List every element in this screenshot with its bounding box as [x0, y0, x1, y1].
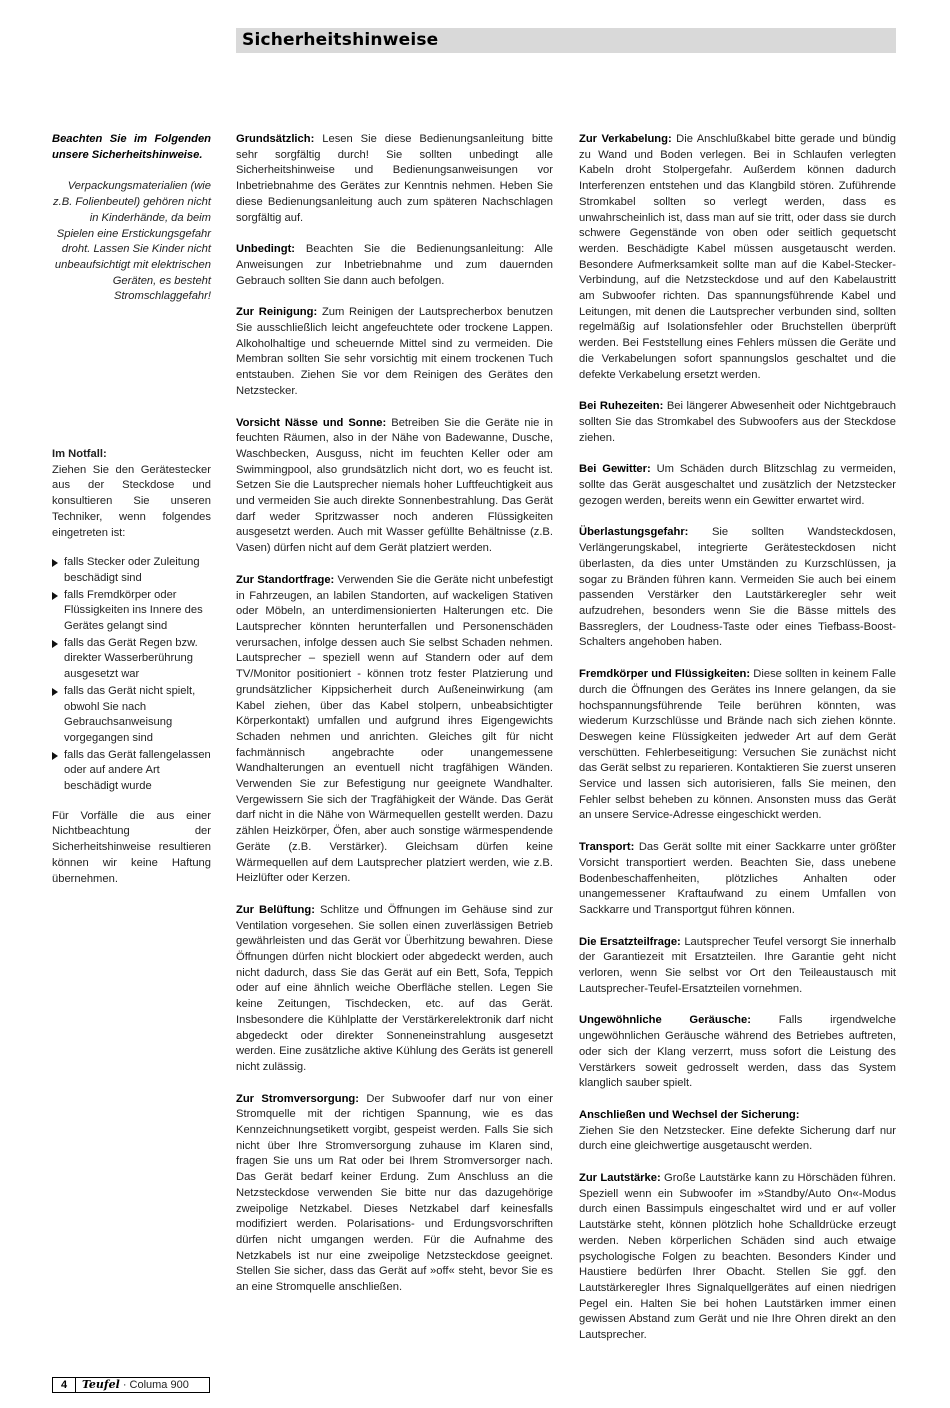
- paragraph: Vorsicht Nässe und Sonne: Betreiben Sie die Geräte nie in feuchten Räumen, also in der Nähe von Badewanne, Dusche, Waschbecken, Ausguss, nicht im feuchten Keller oder am Swimmingpool, also grundsätzlich nicht dort, wo es feucht ist. Setzen Sie die Lautsprecher niemals hoher Luftfeuchtigkeit aus und vermeiden Sie auch direkte Sonnenbestrahlung. Das Gerät darf weder Spritzwasser noch anderen Flüssigkeiten ausgesetzt werden. Auch mit Wasser gefüllte Behältnisse (z.B. Vasen) dürfen nicht auf dem Gerät platziert werden.: [236, 416, 553, 555]
- paragraph: Zur Reinigung: Zum Reinigen der Lautsprecherbox benutzen Sie ausschließlich leicht angefeuchtete oder trockene Lappen. Alkoholhaltige und scheuernde Mittel sind zu vermeiden. Die Membran sollten Sie sehr vorsichtig mit einem trockenen Tuch entstauben. Ziehen Sie vor dem Reinigen des Gerätes den Netzstecker.: [236, 306, 553, 397]
- footer-separator: ·: [122, 1379, 127, 1391]
- emergency-text: Ziehen Sie den Gerätestecker aus der Steckdose und konsultieren Sie unseren Techniker, wenn folgendes eingetreten ist:: [52, 463, 211, 539]
- paragraph: Grundsätzlich: Lesen Sie diese Bedienungsanleitung bitte sehr sorgfältig durch! Sie sollten unbedingt alle Sicherheitshinweise und Bedienungsanweisungen vor Inbetriebnahme des Gerätes zur Kenntnis nehmen. Heben Sie diese Bedienungsanleitung auch zum späteren Nachschlagen sorgfältig auf.: [236, 133, 554, 224]
- disclaimer: Für Vorfälle die aus einer Nichtbeachtung der Sicherheitshinweise resultieren können wir keine Haftung übernehmen.: [52, 809, 211, 885]
- list-item: falls das Gerät fallengelassen oder auf andere Art beschädigt wurde: [52, 748, 211, 795]
- content-column-right: [579, 132, 896, 1360]
- list-item: falls das Gerät nicht spielt, obwohl Sie nach Gebrauchsanweisung vorgegangen sind: [52, 684, 211, 747]
- content-column-middle: [236, 132, 553, 1312]
- page-title: Sicherheitshinweise: [242, 30, 439, 50]
- bullet-arrow-icon: [52, 559, 58, 567]
- paragraph: Fremdkörper und Flüssigkeiten: Diese sollten in keinem Falle durch die Öffnungen des Gerätes ins Innere gelangen, da sie hochspannungsführende Teile berühren könnten, was wiederum Kurzschlüsse und Brände nach sich ziehen könnte. Deswegen keine Flüssigkeiten jedweder Art auf dem Gerät verschütten. Fehlerbeseitigung: Versuchen Sie zunächst nicht das Gerät selbst zu reparieren. Kontaktieren Sie zuerst unseren Service und lassen sich autorisieren, falls Sie meinen, den Fehler selbst beheben zu können. Ansonsten muss das Gerät an unsere Service-Adresse eingeschickt werden.: [579, 668, 896, 822]
- paragraph: Zur Lautstärke: Große Lautstärke kann zu Hörschäden führen. Speziell wenn ein Subwoofer im »Standby/Auto On«-Modus durch einen Bassimpuls eingeschaltet wird und er auf voller Lautstärke steht, können plötzlich hohe Schalldrücke erzeugt werden. Neben körperlichen Schäden sind auch etwaige psychologische Folgen zu beachten. Besonders Kinder und Haustiere bedürfen Ihrer Obacht. Stellen Sie ggf. den Lautstärkeregler Ihres Signalquellgerätes auf einen niedrigen Pegel ein. Halten Sie bei hohen Lautstärken immer einen gewissen Abstand zum Gerät und nie Ihre Ohren direkt an den Lautsprecher.: [579, 1172, 897, 1342]
- list-item: falls Fremdkörper oder Flüssigkeiten ins Innere des Gerätes gelangt sind: [52, 588, 211, 635]
- emergency-section: Im Notfall: Ziehen Sie den Gerätestecker aus der Steckdose und konsultieren Sie unseren Techniker, wenn folgendes eingetreten ist: falls Stecker oder Zuleitung beschädigt sind falls Fremdkörper oder Flüssigkeiten ins Innere des Gerätes gelangt sind falls das Gerät Regen bzw. direkter Wasserberührung ausgesetzt war falls das Gerät nicht spielt, obwohl Sie nach Gebrauchsanweisung vorgegangen sind falls das Gerät fallengelassen oder auf andere Art beschädigt wurde Für Vorfälle die aus einer Nichtbeachtung der Sicherheitshinweise resultieren können wir keine Haftung übernehmen.: [52, 447, 211, 901]
- paragraph: Zur Standortfrage: Verwenden Sie die Geräte nicht unbefestigt in Fahrzeugen, an labilen Standorten, auf wackeligen Stativen oder Möbeln, an unterdimensionierten Halterungen etc. Die Lautsprecher könnten herunterfallen und Personenschäden verursachen, infolge dessen auch Sie selbst Schaden nehmen. Lautsprecher – speziell wenn auf Standern oder auf dem TV/Monitor positioniert - können trotz fester Platzierung und grundsätzlicher Kippsicherheit durch Außeneinwirkung (am Kabel ziehen, über das Kabel stolpern, unbeabsichtigter Körperkontakt) umfallen und aufgrund ihres Eigengewichts Schaden nehmen und anrichten. Gleiches gilt für nicht fachmännisch angebrachte oder unangemessene Wandhalterungen an eventuell nicht tragfähigen Wänden. Verwenden Sie zur Befestigung nur geeignete Wandhalter. Vergewissern Sie sich der Tragfähigkeit der Wände. Das Gerät darf nicht in die Nähe von Wärmequellen gestellt werden. Dazu zählen Heizkörper, Öfen, aber auch sonstige wärmespendende Geräte (z.B. Verstärker). Gleichsam dürfen keine Wärmequellen auf dem Lautsprecher platziert werden, wie z.B. Heizlüfter oder Kerzen.: [236, 573, 554, 885]
- page-footer: [52, 1377, 210, 1393]
- paragraph: Zur Stromversorgung: Der Subwoofer darf nur von einer Stromquelle mit der richtigen Spannung, wie es das Kennzeichnungsetikett vorgibt, gespeist werden. Falls Sie sich nicht über Ihre Stromversorgung zuhause im Klaren sind, fragen Sie uns um Rat oder bei Ihrem Stromversorger nach. Das Gerät bedarf keiner Erdung. Zum Anschluss an die Netzsteckdose verwenden Sie bitte nur das dazugehörige zweipolige Netzkabel. Dieses Netzkabel darf keinesfalls modifiziert werden. Polarisations- und Erdungsvorschriften dürfen nicht umgangen werden. Für die Aufnahme des Netzkabels ist nur eine zweipolige Netzsteckdose geeignet. Stellen Sie sicher, dass das Gerät auf »off« steht, bevor Sie es an eine Stromquelle anschließen.: [236, 1092, 553, 1294]
- paragraph: Ungewöhnliche Geräusche: Falls irgendwelche ungewöhnlichen Geräusche während des Betriebes auftreten, oder sich der Klang verzerrt, muss sofort die Leistung des Verstärkers soweit gedrosselt werden, dass das System klanglich sauber spielt.: [579, 1014, 897, 1090]
- bullet-arrow-icon: [52, 592, 58, 600]
- paragraph: Unbedingt: Beachten Sie die Bedienungsanleitung: Alle Anweisungen zur Inbetriebnahme und zum dauernden Gebrauch sollten Sie dann auch befolgen.: [236, 243, 553, 287]
- emergency-list: [52, 555, 211, 795]
- sidebar-intro: Verpackungsmaterialien (wie z.B. Folienbeutel) gehören nicht in Kinderhände, da beim Spielen eine Erstickungsgefahr droht. Lassen Sie Kinder nicht unbeaufsichtigt mit elektrischen Geräten, es besteht Stromschlaggefahr!: [53, 180, 211, 303]
- page-number: 4: [53, 1378, 76, 1392]
- paragraph: Transport: Das Gerät sollte mit einer Sackkarre unter größter Vorsicht transportiert werden. Beachten Sie, dass unebene Bodenbeschaffenheiten, plötzliches Anhalten oder unangemessener Kraftaufwand zu einem Umfallen von Sackkarre und Transportgut führen können.: [579, 841, 896, 916]
- sidebar-column: [52, 132, 211, 321]
- paragraph: Die Ersatzteilfrage: Lautsprecher Teufel versorgt Sie innerhalb der Garantiezeit mit Ersatzteilen. Ihre Garantie geht nicht verloren, wenn Sie selbst vor Ort den Teileaustausch mit Lautsprecher-Teufel-Ersatzteilen vornehmen.: [579, 935, 897, 995]
- bullet-arrow-icon: [52, 752, 58, 760]
- paragraph: Zur Verkabelung: Die Anschlußkabel bitte gerade und bündig zu Wand und Boden verlegen. Bei in Schlaufen verlegten Kabeln droht Stolpergefahr. Außerdem können dadurch Interferenzen entstehen und das Klangbild stören. Zuführende Stromkabel sollten so verlegt werden, dass es unwahrscheinlich ist, dass man auf sie tritt, oder dass sie durch schwere Gegenstände von oben oder seitlich gequetscht werden. Beschädigte Kabel müssen ausgetauscht werden. Besondere Aufmerksamkeit sollte man auf die Kabel-Stecker-Verbindung, auf die Netzsteckdose und auf den Kabelaustritt am Subwoofer richten. Das spannungsführende Kabel und Leitungen, mit denen die Lautsprecher verbunden sind, sollten regelmäßig auf Isolationsfehler oder Bruchstellen überprüft werden. Bei Feststellung eines Fehlers müssen die Geräte und die Verkabelungen sofort spannungslos geschaltet und die defekte Verkabelung ersetzt werden.: [579, 133, 896, 381]
- paragraph: Bei Gewitter: Um Schäden durch Blitzschlag zu vermeiden, sollte das Gerät ausgeschaltet und zusätzlich der Netzstecker gezogen werden, bereits wenn ein Gewitter erwartet wird.: [579, 463, 896, 507]
- model-name: Columa 900: [129, 1379, 189, 1391]
- list-item: falls Stecker oder Zuleitung beschädigt sind: [52, 555, 211, 586]
- paragraph: Zur Belüftung: Schlitze und Öffnungen im Gehäuse sind zur Ventilation vorgesehen. Sie sollen einen zuverlässigen Betrieb gewährleisten und das Gerät vor Überhitzung bewahren. Diese Öffnungen dürfen nicht blockiert oder abgedeckt werden, auch nicht dadurch, dass Sie das Gerät auf ein Bett, Sofa, Teppich oder auf eine ähnlich weiche Oberfläche stellen. Legen Sie keine Zeitungen, Tischdecken, etc. auf das Gerät. Insbesondere die Kühlplatte der Verstärkerelektronik darf nicht abgedeckt oder direkter Sonneneinstrahlung ausgesetzt werden. Eine zusätzliche aktive Kühlung des Geräts ist generell nicht zulässig.: [236, 903, 554, 1073]
- list-item: falls das Gerät Regen bzw. direkter Wasserberührung ausgesetzt war: [52, 636, 211, 683]
- paragraph: Anschließen und Wechsel der Sicherung: Ziehen Sie den Netzstecker. Eine defekte Sicherung darf nur durch eine gleichwertige ausgetauscht werden.: [579, 1108, 896, 1153]
- bullet-arrow-icon: [52, 688, 58, 696]
- paragraph: Überlastungsgefahr: Sie sollten Wandsteckdosen, Verlängerungskabel, integrierte Gerätesteckdosen nicht überlasten, da dies unter Umständen zu Kurzschlüssen, ja sogar zu Bränden führen kann. Vermeiden Sie auch bei einem passenden Verstärker den Lautstärkeregler sehr weit aufzudrehen, besonders wenn Sie die Bässe mittels des Bassreglers, der Loudness-Taste oder eines Tiefbass-Boost-Schalters angehoben haben.: [579, 526, 896, 649]
- header-bar: [236, 28, 896, 53]
- emergency-heading: Im Notfall: [52, 448, 103, 460]
- paragraph: Bei Ruhezeiten: Bei längerer Abwesenheit oder Nichtgebrauch sollten Sie das Stromkabel des Subwoofers aus der Steckdose ziehen.: [579, 400, 896, 444]
- bullet-arrow-icon: [52, 640, 58, 648]
- sidebar-title: Beachten Sie im Folgenden unsere Sicherheitshinweise.: [52, 133, 211, 161]
- brand-logo: Teufel: [82, 1378, 120, 1391]
